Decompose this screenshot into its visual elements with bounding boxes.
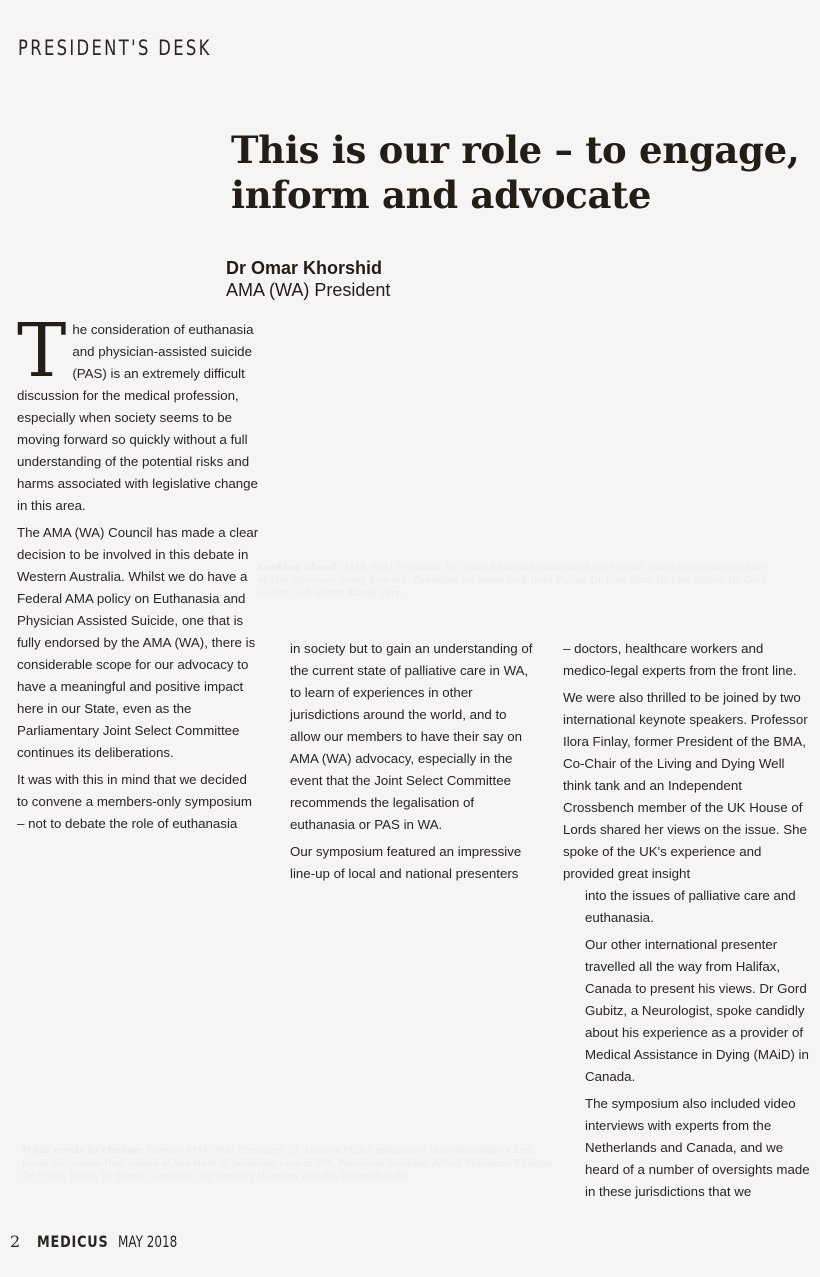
headline-line-2: inform and advocate [231,173,652,217]
author-name: Dr Omar Khorshid [226,258,383,278]
paragraph: We were also thrilled to be joined by two international keynote speakers. Professor Ilora Finlay, former President of the BMA, Co-Chair of the Living and Dying Well think tank and an Independent Crossbench member of the UK House of Lords shared her views on the issue. She spoke of the UK's experience and provided great insight [563,690,808,881]
article-column-2 [290,638,534,890]
paragraph: It was with this in mind that we decided to convene a members-only symposium – not to debate the role of euthanasia [17,772,253,831]
caption-lead: Looking ahead: [258,562,340,573]
publication-name: MEDICUS [36,1232,109,1251]
caption-lead: What needs to change: [22,1145,144,1156]
paragraph: Our symposium featured an impressive line-up of local and national presenters [290,844,522,881]
headline-line-1: This is our role – to engage, [231,128,800,172]
caption-text: AMA (WA) President Dr Omar Khorshid moderated the second panel discussion on End-of-Life advocacy going forward. Panellists included Prof Ilora Finlay, Dr Rais Birn, Dr Lisa Miller, Dr Gord Gubitz and A/Prof Alison Parr. [258,562,768,599]
photo-caption-2 [22,1144,557,1183]
paragraph [17,308,261,517]
page-footer [10,1232,198,1252]
paragraph: Our other international presenter travelled all the way from Halifax, Canada to present his views. Dr Gord Gubitz, a Neurologist, spoke candidly about his experience as a provider of Medical Assistance in Dying (MAiD) in Canada. [585,937,809,1084]
author-role: AMA (WA) President [226,280,391,300]
photo-caption-1 [258,561,778,600]
section-label: PRESIDENT'S DESK [18,36,212,60]
article-column-3-continued [585,885,813,1208]
paragraph: in society but to gain an understanding of the current state of palliative care in WA, to learn of experiences in other jurisdictions around the world, and to allow our members to have their say on AMA (WA) advocacy, especially in the event that the Joint Select Committee recommends the legalisation of euthanasia or PAS in WA. [290,641,533,832]
page-number: 2 [10,1232,21,1251]
paragraph: The AMA (WA) Council has made a clear decision to be involved in this debate in Western Australia. Whilst we do have a Federal AMA policy on Euthanasia and Physician Assisted Suicide, one that is fully endorsed by the AMA (WA), there is considerable scope for our advocacy to have a meaningful and positive impact here in our State, even as the Parliamentary Joint Select Committee continues its deliberations. [17,525,259,760]
headline [231,128,816,218]
article-column-3 [563,638,813,890]
paragraph: The symposium also included video interviews with experts from the Netherlands and Canada, and we heard of a number of oversights made in these jurisdictions that we [585,1096,810,1199]
paragraph: into the issues of palliative care and euthanasia. [585,888,796,925]
paragraph: – doctors, healthcare workers and medico-legal experts from the front line. [563,641,797,678]
article-column-1 [17,308,261,840]
paragraph-text: he consideration of euthanasia and physician-assisted suicide (PAS) is an extremely difficult discussion for the medical profession, especially when society seems to be moving forward so quickly without a full understanding of the potential risks and harms associated with legislative change in this area. [17,322,258,513]
drop-cap: T [17,308,67,394]
issue-date: MAY 2018 [118,1232,178,1251]
caption-text: Former AMA (WA) President Dr Andrew Miller moderated the symposium's first panel discussion that looked at the state of palliative care in WA. Panellists included A/Prof Marianne Phillips, Dr Frank Jones, Dr Bruce Campbell, Dr Timothy Hawkins and Ms Deborah Cole. [22,1145,554,1182]
